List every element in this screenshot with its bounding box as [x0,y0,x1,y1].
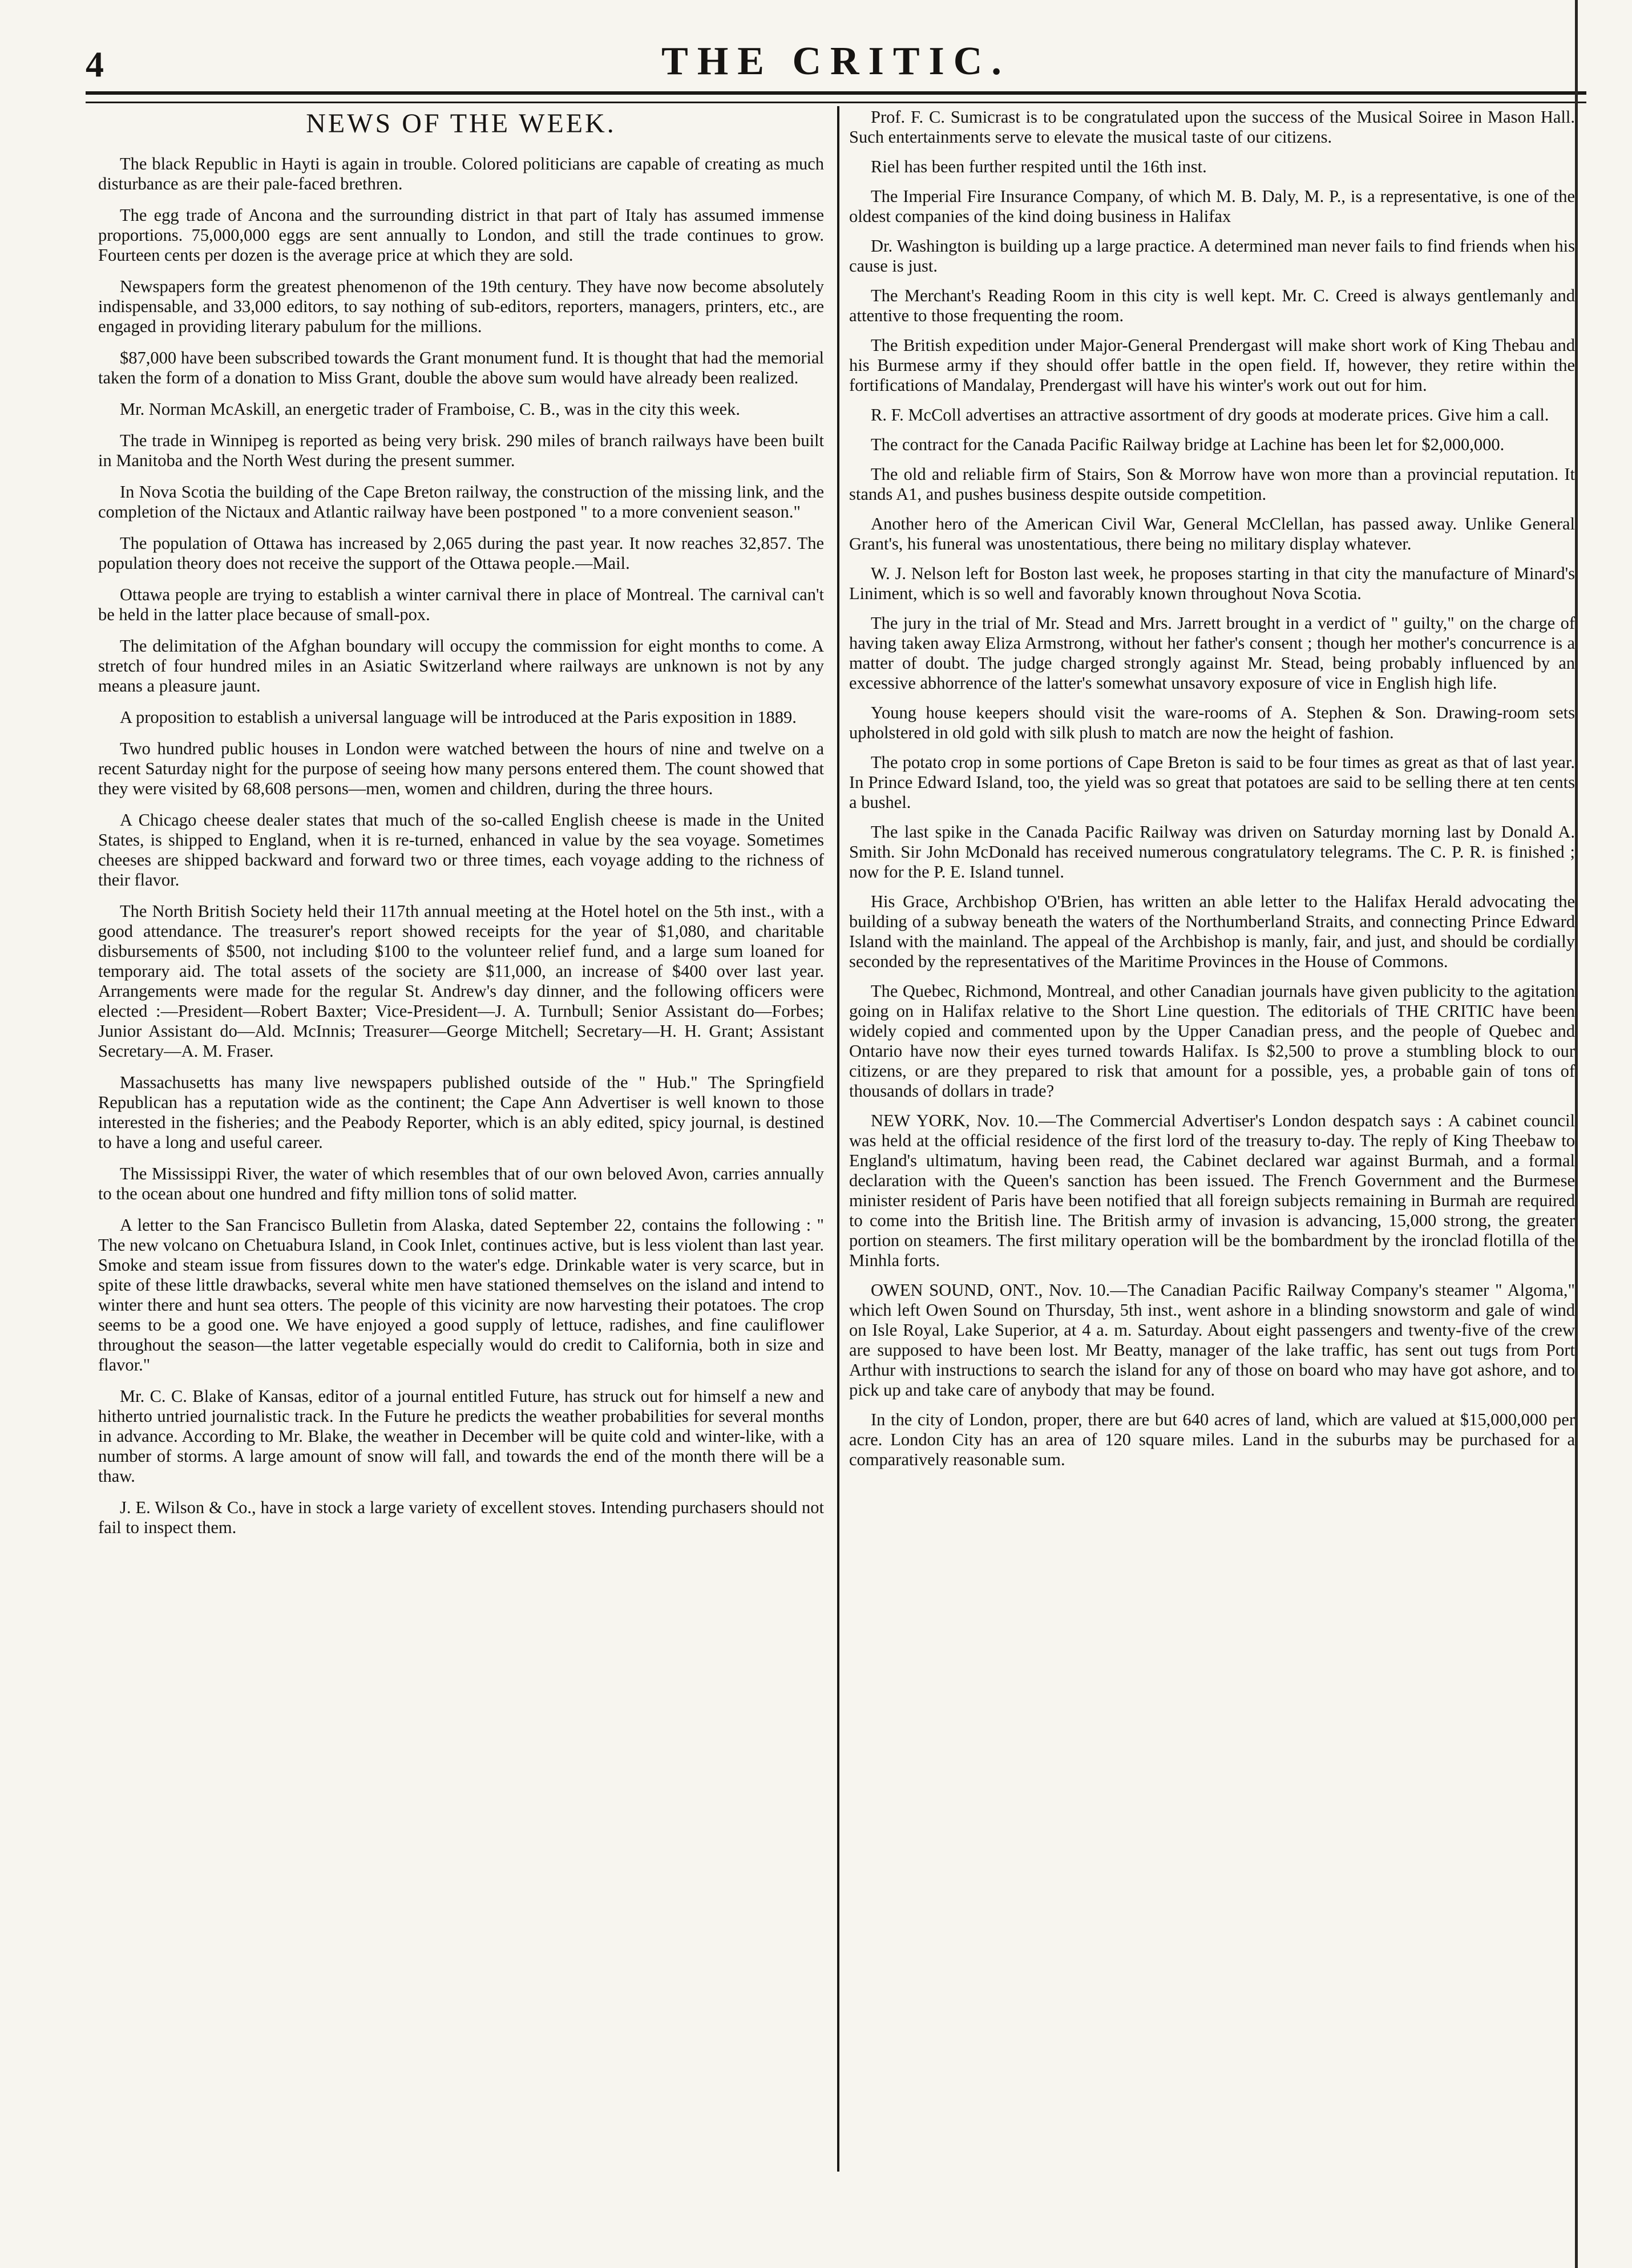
news-paragraph: Massachusetts has many live newspapers published outside of the " Hub." The Springfield Republican has a reputation wide as the continent; the Cape Ann Advertiser is well known to those interested in the fisheries; and the Peabody Reporter, which is an ably edited, spicy journal, is destined to have a long and useful career. [98,1073,824,1152]
news-paragraph: Mr. Norman McAskill, an energetic trader of Framboise, C. B., was in the city this week. [120,399,741,419]
news-paragraph: His Grace, Archbishop O'Brien, has written an able letter to the Halifax Herald advocating the building of a subway beneath the waters of the Northumberland Straits, and connecting Prince Edward Island with the mainland. The appeal of the Archbishop is manly, fair, and just, and should be cordially seconded by the representatives of the Maritime Provinces in the House of Commons. [849,892,1575,971]
section-heading: NEWS OF THE WEEK. [306,108,616,139]
news-paragraph: A Chicago cheese dealer states that much of the so-called English cheese is made in the United States, is shipped to England, when it is re-turned, enhanced in value by the sea voyage. Sometimes cheeses are shipped backward and forward two or three times, each voyage adding to the richness of their flavor. [98,810,824,890]
news-paragraph: OWEN SOUND, ONT., Nov. 10.—The Canadian Pacific Railway Company's steamer " Algoma," which left Owen Sound on Thursday, 5th inst., went ashore in a blinding snowstorm and gale of wind on Isle Royal, Lake Superior, at 4 a. m. Saturday. About eight passengers and twenty-five of the crew are supposed to have been lost. Mr Beatty, manager of the lake traffic, has sent out tugs from Port Arthur with instructions to search the island for any of those on board who may have got ashore, and to pick up and take care of anybody that may be found. [849,1280,1575,1400]
news-paragraph: The egg trade of Ancona and the surrounding district in that part of Italy has assumed immense proportions. 75,000,000 eggs are sent annually to London, and still the trade continues to grow. Fourteen cents per dozen is the average price at which they are sold. [98,205,824,265]
news-paragraph: Two hundred public houses in London were watched between the hours of nine and twelve on a recent Saturday night for the purpose of seeing how many persons entered them. The count showed that they were visited by 68,608 persons—men, women and children, during the three hours. [98,739,824,798]
news-paragraph: The Quebec, Richmond, Montreal, and other Canadian journals have given publicity to the agitation going on in Halifax relative to the Short Line question. The editorials of THE CRITIC have been widely copied and commented upon by the Upper Canadian press, and the people of Quebec and Ontario have now their eyes turned towards Halifax. Is $2,500 to prove a stumbling block to our citizens, or are they prepared to risk that amount for a possible, yes, a probable gain of tons of thousands of dollars in trade? [849,981,1575,1101]
news-paragraph: A proposition to establish a universal language will be introduced at the Paris exposition in 1889. [120,708,797,727]
news-paragraph: The contract for the Canada Pacific Railway bridge at Lachine has been let for $2,000,000. [871,435,1505,454]
header-rule-thick [86,91,1586,95]
news-paragraph: Dr. Washington is building up a large practice. A determined man never fails to find friends when his cause is just. [849,236,1575,276]
news-paragraph: W. J. Nelson left for Boston last week, he proposes starting in that city the manufacture of Minard's Liniment, which is so well and favorably known throughout Nova Scotia. [849,564,1575,603]
news-paragraph: The black Republic in Hayti is again in trouble. Colored politicians are capable of creating as much disturbance as are their pale-faced brethren. [98,154,824,193]
news-paragraph: Ottawa people are trying to establish a winter carnival there in place of Montreal. The carnival can't be held in the latter place because of small-pox. [98,585,824,624]
news-paragraph: In the city of London, proper, there are but 640 acres of land, which are valued at $15,000,000 per acre. London City has an area of 120 square miles. Land in the suburbs may be purchased for a comparatively reasonable sum. [849,1410,1575,1469]
news-paragraph: The jury in the trial of Mr. Stead and Mrs. Jarrett brought in a verdict of " guilty," on the charge of having taken away Eliza Armstrong, without her father's consent ; though her mother's concurrence is a matter of doubt. The judge charged strongly against Mr. Stead, being probably influenced by an excessive abhorrence of the latter's somewhat unsavory exposure of vice in English high life. [849,613,1575,693]
news-paragraph: Another hero of the American Civil War, General McClellan, has passed away. Unlike General Grant's, his funeral was unostentatious, there being no military display whatever. [849,514,1575,553]
news-paragraph: Riel has been further respited until the 16th inst. [871,157,1207,176]
news-paragraph: The delimitation of the Afghan boundary will occupy the commission for eight months to come. A stretch of four hundred miles in an Asiatic Switzerland where railways are unknown is not by any means a pleasure jaunt. [98,636,824,696]
right-column [849,107,1575,2184]
news-paragraph: The Mississippi River, the water of which resembles that of our own beloved Avon, carries annually to the ocean about one hundred and fifty million tons of solid matter. [98,1164,824,1203]
column-divider [837,106,839,2172]
right-paragraph-list [849,107,1575,1470]
news-paragraph: $87,000 have been subscribed towards the Grant monument fund. It is thought that had the memorial taken the form of a donation to Miss Grant, double the above sum would have already been realized. [98,348,824,387]
news-paragraph: Young house keepers should visit the ware-rooms of A. Stephen & Son. Drawing-room sets upholstered in old gold with silk plush to match are now the height of fashion. [849,703,1575,742]
news-paragraph: NEW YORK, Nov. 10.—The Commercial Advertiser's London despatch says : A cabinet council was held at the official residence of the first lord of the treasury to-day. The reply of King Theebaw to England's ultimatum, having been read, the Cabinet declared war against Burmah, and a formal declaration with the Queen's sanction has been issued. The French Government and the Burmese minister resident of Paris have been notified that all foreign subjects remaining in Burmah are required to come into the British line. The British army of invasion is advancing, 15,000 strong, the greater portion on steamers. The first military operation will be the bombardment by the ironclad flotilla of the Minhla forts. [849,1111,1575,1270]
news-paragraph: The North British Society held their 117th annual meeting at the Hotel hotel on the 5th inst., with a good attendance. The treasurer's report showed receipts for the year of $1,080, and charitable disbursements of $500, not including $100 to the volunteer relief fund, and a large sum loaned for temporary aid. The total assets of the society are $11,000, an increase of $400 over last year. Arrangements were made for the regular St. Andrew's day dinner, and the following officers were elected :—President—Robert Baxter; Vice-President—J. A. Turnbull; Senior Assistant do—Forbes; Junior Assistant do—Ald. McInnis; Treasurer—George Mitchell; Secretary—H. H. Grant; Assistant Secretary—A. M. Fraser. [98,901,824,1061]
news-paragraph: In Nova Scotia the building of the Cape Breton railway, the construction of the missing link, and the completion of the Nictaux and Atlantic railway have been postponed " to a more convenient season." [98,482,824,521]
page-edge-line [1575,0,1578,2268]
news-paragraph: The old and reliable firm of Stairs, Son & Morrow have won more than a provincial reputation. It stands A1, and pushes business despite outside competition. [849,464,1575,504]
page-number: 4 [86,44,104,84]
news-paragraph: The last spike in the Canada Pacific Railway was driven on Saturday morning last by Donald A. Smith. Sir John McDonald has received numerous congratulatory telegrams. The C. P. R. is finished ; now for the P. E. Island tunnel. [849,822,1575,882]
news-paragraph: J. E. Wilson & Co., have in stock a large variety of excellent stoves. Intending purchasers should not fail to inspect them. [98,1498,824,1537]
news-paragraph: The trade in Winnipeg is reported as being very brisk. 290 miles of branch railways have been built in Manitoba and the North West during the present summer. [98,431,824,470]
news-paragraph: The potato crop in some portions of Cape Breton is said to be four times as great as that of last year. In Prince Edward Island, too, the yield was so great that potatoes are said to be selling there at ten cents a bushel. [849,753,1575,812]
news-paragraph: The Imperial Fire Insurance Company, of which M. B. Daly, M. P., is a representative, is one of the oldest companies of the kind doing business in Halifax [849,187,1575,226]
news-paragraph: The population of Ottawa has increased by 2,065 during the past year. It now reaches 32,857. The population theory does not receive the support of the Ottawa people.—Mail. [98,533,824,573]
news-paragraph: Newspapers form the greatest phenomenon of the 19th century. They have now become absolutely indispensable, and 33,000 editors, to say nothing of sub-editors, reporters, managers, printers, etc., are engaged in providing literary pabulum for the millions. [98,277,824,336]
news-paragraph: R. F. McColl advertises an attractive assortment of dry goods at moderate prices. Give him a call. [871,405,1549,425]
news-paragraph: A letter to the San Francisco Bulletin from Alaska, dated September 22, contains the following : " The new volcano on Chetuabura Island, in Cook Inlet, continues active, but is less violent than last year. Smoke and steam issue from fissures down to the water's edge. Drinkable water is very scarce, but in spite of these little drawbacks, several white men have stationed themselves on the island and intend to winter there and hunt sea otters. The people of this vicinity are now harvesting their potatoes. The crop seems to be a good one. We have enjoyed a good supply of lettuce, radishes, and fine cauliflower throughout the season—the latter vegetable especially would do credit to California, both in size and flavor." [98,1215,824,1374]
news-paragraph: Mr. C. C. Blake of Kansas, editor of a journal entitled Future, has struck out for himself a new and hitherto untried journalistic track. In the Future he predicts the weather probabilities for several months in advance. According to Mr. Blake, the weather in December will be quite cold and winter-like, with a number of storms. A large amount of snow will fall, and towards the end of the month there will be a thaw. [98,1386,824,1486]
news-paragraph: The Merchant's Reading Room in this city is well kept. Mr. C. Creed is always gentlemanly and attentive to those frequenting the room. [849,286,1575,325]
publication-title: THE CRITIC. [661,39,1011,83]
left-paragraph-list [98,154,824,1538]
news-paragraph: Prof. F. C. Sumicrast is to be congratulated upon the success of the Musical Soiree in Mason Hall. Such entertainments serve to elevate the musical taste of our citizens. [849,107,1575,147]
header-rule-thin [86,102,1586,103]
left-column [98,107,824,2184]
masthead [86,39,1586,90]
news-paragraph: The British expedition under Major-General Prendergast will make short work of King Thebau and his Burmese army if they should offer battle in the open field. If, however, they retire within the fortifications of Mandalay, Prendergast will have his winter's work out out for him. [849,335,1575,395]
